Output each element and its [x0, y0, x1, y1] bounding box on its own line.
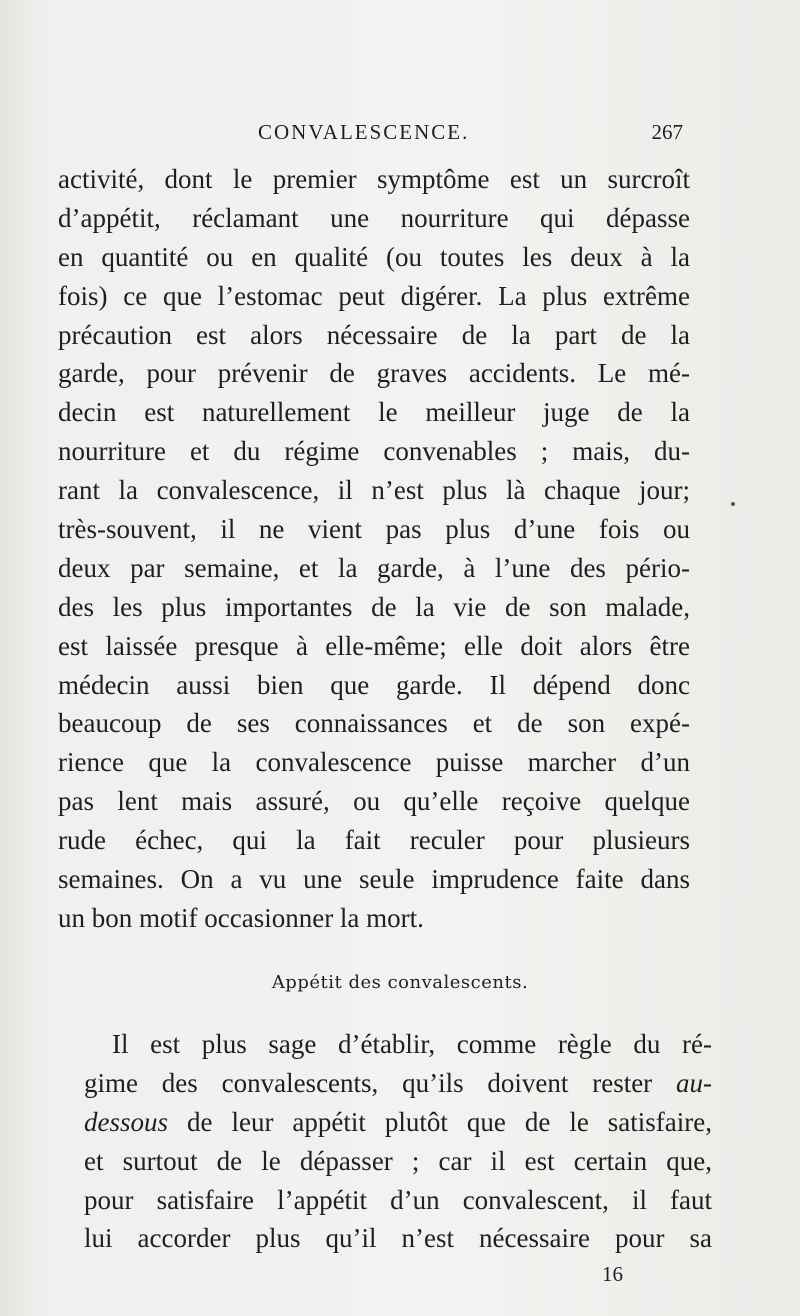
text-line: pas lent mais assuré, ou qu’elle reçoive quelque — [58, 786, 690, 817]
signature-mark: 16 — [602, 1262, 623, 1286]
text-line: en quantité ou en qualité (ou toutes les deux à la — [58, 241, 690, 272]
text-line: deux par semaine, et la garde, à l’une des pério- — [58, 552, 690, 583]
italic-text: dessous — [84, 1106, 169, 1137]
text-line: beaucoup de ses connaissances et de son expé- — [58, 708, 690, 739]
text-line: semaines. On a vu une seule imprudence faite dans — [58, 864, 690, 895]
ink-speck — [731, 502, 735, 506]
text-run: gime des convalescents, qu’ils doivent rester — [84, 1067, 676, 1098]
text-line — [84, 1103, 712, 1142]
text-line: rant la convalescence, il n’est plus là chaque jour; — [58, 475, 690, 506]
text-line: médecin aussi bien que garde. Il dépend donc — [58, 669, 690, 700]
running-title: CONVALESCENCE. — [258, 120, 470, 144]
text-line: très-souvent, il ne vient pas plus d’une fois ou — [58, 514, 690, 545]
text-line: est laissée presque à elle-même; elle doit alors être — [58, 630, 690, 661]
paragraph-2 — [84, 1025, 712, 1258]
text-line: lui accorder plus qu’il n’est nécessaire pour sa — [84, 1223, 712, 1254]
text-line: et surtout de le dépasser ; car il est certain que, — [84, 1145, 712, 1176]
text-line: garde, pour prévenir de graves accidents. Le mé- — [58, 358, 690, 389]
text-line: Il est plus sage d’établir, comme règle du ré- — [112, 1029, 712, 1059]
text-line: nourriture et du régime convenables ; mais, du- — [58, 436, 690, 467]
italic-text: au- — [676, 1067, 712, 1098]
text-line: des les plus importantes de la vie de son malade, — [58, 591, 690, 622]
text-line: activité, dont le premier symptôme est un surcroît — [58, 164, 690, 194]
text-line: rude échec, qui la fait reculer pour plusieurs — [58, 825, 690, 856]
page-number: 267 — [651, 120, 683, 144]
text-line: fois) ce que l’estomac peut digérer. La plus extrême — [58, 280, 690, 311]
text-line — [84, 1064, 712, 1103]
text-line: un bon motif occasionner la mort. — [58, 902, 424, 933]
text-line: pour satisfaire l’appétit d’un convalescent, il faut — [84, 1184, 712, 1215]
text-run: de leur appétit plutôt que de le satisfaire, — [168, 1106, 712, 1137]
paragraph-1 — [58, 160, 690, 938]
text-line: rience que la convalescence puisse marcher d’un — [58, 747, 690, 778]
section-heading: Appétit des convalescents. — [271, 972, 529, 993]
running-head — [258, 120, 683, 150]
text-line: d’appétit, réclamant une nourriture qui dépasse — [58, 202, 690, 233]
text-line: decin est naturellement le meilleur juge de la — [58, 397, 690, 428]
text-line: précaution est alors nécessaire de la part de la — [58, 319, 690, 350]
